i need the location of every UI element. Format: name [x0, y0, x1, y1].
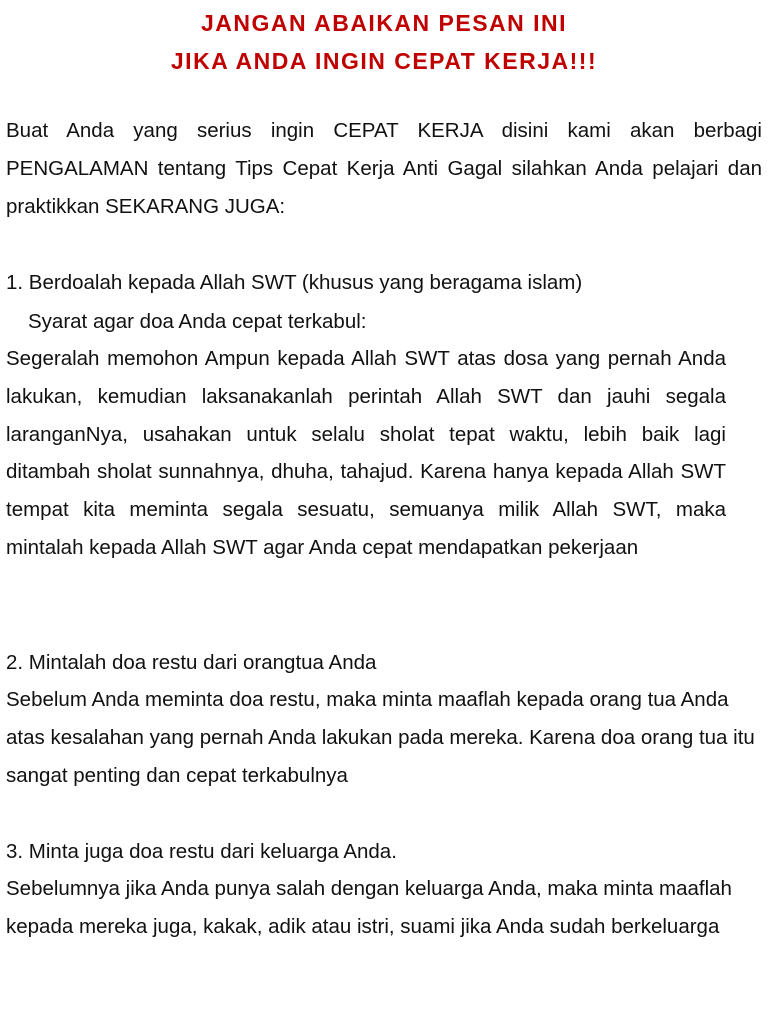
tip-1-body: Segeralah memohon Ampun kepada Allah SWT atas dosa yang pernah Anda lakukan, kemudian laksanakanlah perintah Allah SWT dan jauhi segala laranganNya, usahakan untuk selalu sholat tepat waktu, lebih baik lagi ditambah sholat sunnahnya, dhuha, tahajud. Karena hanya kepada Allah SWT tempat kita meminta segala sesuatu, semuanya milik Allah SWT, maka mintalah kepada Allah SWT agar Anda cepat mendapatkan pekerjaan	[6, 347, 726, 559]
title-line-2: JIKA ANDA INGIN CEPAT KERJA!!!	[170, 48, 598, 74]
tip-1-heading: 1. Berdoalah kepada Allah SWT (khusus yang beragama islam)	[6, 271, 583, 294]
tip-3-body: Sebelumnya jika Anda punya salah dengan keluarga Anda, maka minta maaflah kepada mereka juga, kakak, adik atau istri, suami jika Anda sudah berkeluarga	[6, 877, 732, 938]
tip-2-heading: 2. Mintalah doa restu dari orangtua Anda	[6, 651, 377, 674]
tip-1-subheading: Syarat agar doa Anda cepat terkabul:	[28, 310, 367, 333]
intro-paragraph: Buat Anda yang serius ingin CEPAT KERJA disini kami akan berbagi PENGALAMAN tentang Tips Cepat Kerja Anti Gagal silahkan Anda pelajari dan praktikkan SEKARANG JUGA:	[6, 119, 762, 218]
title-line-1: JANGAN ABAIKAN PESAN INI	[200, 10, 568, 36]
tip-2-body: Sebelum Anda meminta doa restu, maka minta maaflah kepada orang tua Anda atas kesalahan yang pernah Anda lakukan pada mereka. Karena doa orang tua itu sangat penting dan cepat terkabulnya	[6, 688, 755, 787]
tip-3-heading: 3. Minta juga doa restu dari keluarga Anda.	[6, 840, 397, 863]
